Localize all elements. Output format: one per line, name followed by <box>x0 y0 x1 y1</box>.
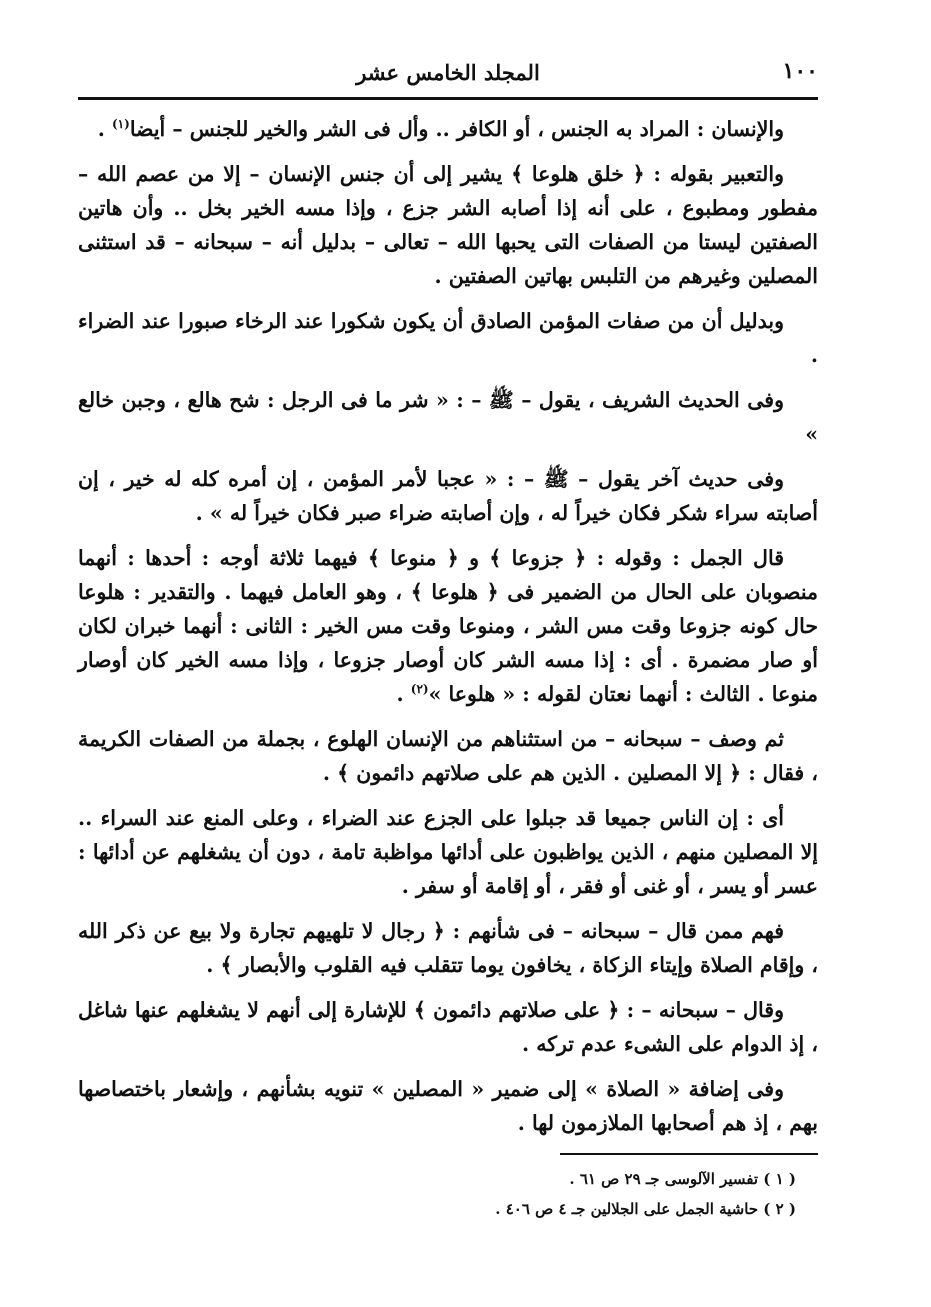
paragraph: ثم وصف – سبحانه – من استثناهم من الإنسان الهلوع ، بجملة من الصفات الكريمة ، فقال : ﴿ إلا المصلين . الذين هم على صلاتهم دائمون ﴾ . <box>78 727 818 785</box>
footnote: ( ١ ) تفسير الآلوسى جـ ٢٩ ص ٦١ . <box>569 1170 796 1188</box>
paragraph: فهم ممن قال – سبحانه – فى شأنهم : ﴿ رجال لا تلهيهم تجارة ولا بيع عن ذكر الله ، وإقام الصلاة وإيتاء الزكاة ، يخافون يوما تتقلب فيه القلوب والأبصار ﴾ . <box>78 919 818 977</box>
page-number: ١٠٠ <box>782 58 818 84</box>
header-rule <box>78 97 818 100</box>
footnote-marker: (١) <box>111 117 130 132</box>
footnote-marker: (٢) <box>410 682 429 697</box>
page-header <box>78 52 818 96</box>
paragraph: قال الجمل : وقوله : ﴿ جزوعا ﴾ و ﴿ منوعا ﴾ فيهما ثلاثة أوجه : أحدها : أنهما منصوبان على الحال من الضمير فى ﴿ هلوعا ﴾ ، وهو العامل فيهما . والتقدير : هلوعا حال كونه جزوعا وقت مس الشر ، ومنوعا وقت مس الخير : الثانى : أنهما خبران لكان أو صار مضمرة . أى : إذا مسه الشر كان أوصار جزوعا ، وإذا مسه الخير كان أوصار منوعا . الثالث : أنهما نعتان لقوله : « هلوعا »$^{(٢)}$ . <box>78 546 818 706</box>
paragraph: وفى حديث آخر يقول – ﷺ – : « عجبا لأمر المؤمن ، إن أمره كله له خير ، إن أصابته سراء شكر فكان خيراً له ، وإن أصابته ضراء صبر فكان خيراً له » . <box>78 467 818 525</box>
paragraph: أى : إن الناس جميعا قد جبلوا على الجزع عند الضراء ، وعلى المنع عند السراء .. إلا المصلين منهم ، الذين يواظبون على أدائها مواظبة تامة ، دون أن يشغلهم عن أدائها : عسر أو يسر ، أو غنى أو فقر ، أو إقامة أو سفر . <box>78 806 818 898</box>
paragraph: والإنسان : المراد به الجنس ، أو الكافر .. وأل فى الشر والخير للجنس – أيضا$^{(١)}$ . <box>97 117 784 141</box>
paragraph: وقال – سبحانه – : ﴿ على صلاتهم دائمون ﴾ للإشارة إلى أنهم لا يشغلهم عنها شاغل ، إذ الدوام على الشىء عدم تركه . <box>78 998 818 1056</box>
paragraph: وفى الحديث الشريف ، يقول – ﷺ – : « شر ما فى الرجل : شح هالع ، وجبن خالع » <box>78 388 818 446</box>
paragraph: وبدليل أن من صفات المؤمن الصادق أن يكون شكورا عند الرخاء صبورا عند الضراء . <box>78 309 818 367</box>
footnote-rule <box>560 1153 818 1155</box>
footnote: ( ٢ ) حاشية الجمل على الجلالين جـ ٤ ص ٤٠٦ . <box>495 1200 796 1218</box>
running-title: المجلد الخامس عشر <box>356 60 540 85</box>
footnotes <box>78 1164 796 1224</box>
main-text <box>78 112 818 1151</box>
paragraph: والتعبير بقوله : ﴿ خلق هلوعا ﴾ يشير إلى أن جنس الإنسان – إلا من عصم الله – مفطور ومطبوع ، على أنه إذا أصابه الشر جزع ، وإذا مسه الخير بخل .. وأن هاتين الصفتين ليستا من الصفات التى يحبها الله – تعالى – بدليل أنه – سبحانه – قد استثنى المصلين وغيرهم من التلبس بهاتين الصفتين . <box>78 162 818 288</box>
paragraph: وفى إضافة « الصلاة » إلى ضمير « المصلين » تنويه بشأنهم ، وإشعار باختصاصها بهم ، إذ هم أصحابها الملازمون لها . <box>78 1077 818 1135</box>
